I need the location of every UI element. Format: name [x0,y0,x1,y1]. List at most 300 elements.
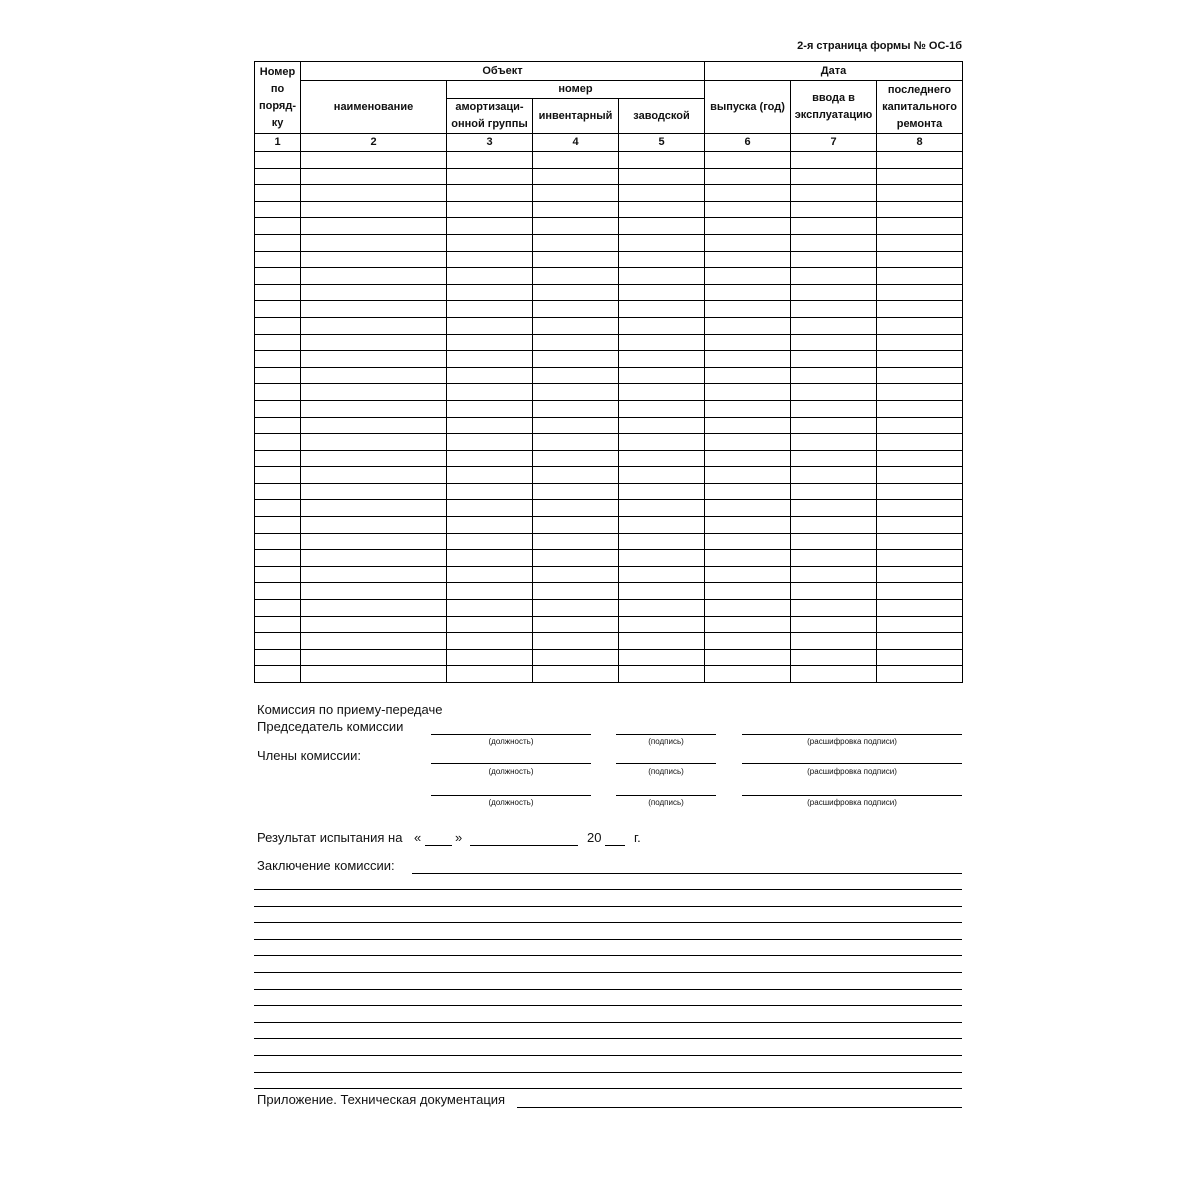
table-cell[interactable] [791,583,877,600]
table-cell[interactable] [301,500,447,517]
result-year-line[interactable] [605,845,625,846]
table-cell[interactable] [255,384,301,401]
table-cell[interactable] [619,649,705,666]
table-cell[interactable] [619,185,705,202]
table-cell[interactable] [255,218,301,235]
table-cell[interactable] [791,218,877,235]
table-cell[interactable] [877,467,963,484]
table-cell[interactable] [705,185,791,202]
conclusion-line[interactable] [254,955,962,956]
table-cell[interactable] [533,334,619,351]
conclusion-line[interactable] [254,1038,962,1039]
table-cell[interactable] [255,517,301,534]
table-cell[interactable] [301,400,447,417]
table-cell[interactable] [533,533,619,550]
conclusion-line[interactable] [254,922,962,923]
member2-position-line[interactable] [431,795,591,796]
table-cell[interactable] [619,201,705,218]
chairman-signature-line[interactable] [616,734,716,735]
table-cell[interactable] [301,152,447,169]
table-cell[interactable] [533,301,619,318]
table-cell[interactable] [791,533,877,550]
table-cell[interactable] [877,500,963,517]
table-cell[interactable] [447,517,533,534]
table-cell[interactable] [447,649,533,666]
table-cell[interactable] [255,367,301,384]
table-cell[interactable] [791,384,877,401]
table-cell[interactable] [533,434,619,451]
table-cell[interactable] [791,649,877,666]
table-cell[interactable] [255,251,301,268]
table-cell[interactable] [877,168,963,185]
table-cell[interactable] [533,550,619,567]
table-cell[interactable] [255,500,301,517]
table-cell[interactable] [255,649,301,666]
table-cell[interactable] [619,234,705,251]
table-cell[interactable] [301,201,447,218]
table-cell[interactable] [705,301,791,318]
table-cell[interactable] [533,201,619,218]
conclusion-line[interactable] [254,1055,962,1056]
table-cell[interactable] [705,152,791,169]
table-cell[interactable] [255,566,301,583]
table-row [255,533,963,550]
conclusion-line[interactable] [254,972,962,973]
table-cell[interactable] [619,367,705,384]
table-row [255,400,963,417]
table-cell[interactable] [791,301,877,318]
table-cell[interactable] [705,417,791,434]
table-cell[interactable] [705,251,791,268]
table-cell[interactable] [533,467,619,484]
table-cell[interactable] [705,533,791,550]
table-cell[interactable] [791,351,877,368]
table-cell[interactable] [447,301,533,318]
table-cell[interactable] [705,666,791,683]
table-cell[interactable] [791,500,877,517]
table-cell[interactable] [301,168,447,185]
table-cell[interactable] [447,600,533,617]
table-cell[interactable] [877,334,963,351]
table-cell[interactable] [301,301,447,318]
table-cell[interactable] [705,550,791,567]
table-cell[interactable] [619,334,705,351]
table-cell[interactable] [619,417,705,434]
table-cell[interactable] [447,483,533,500]
table-cell[interactable] [447,434,533,451]
table-cell[interactable] [447,384,533,401]
table-cell[interactable] [447,616,533,633]
table-cell[interactable] [533,367,619,384]
caption-position: (должность) [488,798,534,807]
table-cell[interactable] [877,234,963,251]
table-row [255,434,963,451]
table-cell[interactable] [301,566,447,583]
table-cell[interactable] [447,400,533,417]
table-cell[interactable] [447,633,533,650]
table-cell[interactable] [447,268,533,285]
table-cell[interactable] [619,533,705,550]
table-row [255,550,963,567]
table-cell[interactable] [705,434,791,451]
table-cell[interactable] [619,566,705,583]
table-cell[interactable] [255,334,301,351]
table-cell[interactable] [619,633,705,650]
table-cell[interactable] [533,517,619,534]
table-cell[interactable] [447,367,533,384]
table-cell[interactable] [447,666,533,683]
table-cell[interactable] [533,351,619,368]
table-cell[interactable] [619,384,705,401]
table-cell[interactable] [877,533,963,550]
member1-position-line[interactable] [431,763,591,764]
table-cell[interactable] [301,550,447,567]
caption-signature: (подпись) [648,737,684,746]
table-cell[interactable] [791,666,877,683]
table-cell[interactable] [705,384,791,401]
table-cell[interactable] [877,400,963,417]
table-cell[interactable] [533,483,619,500]
table-cell[interactable] [705,234,791,251]
table-cell[interactable] [705,168,791,185]
table-cell[interactable] [533,234,619,251]
table-cell[interactable] [619,351,705,368]
table-cell[interactable] [533,600,619,617]
table-cell[interactable] [533,218,619,235]
table-cell[interactable] [447,218,533,235]
table-cell[interactable] [791,185,877,202]
table-cell[interactable] [791,334,877,351]
table-cell[interactable] [705,201,791,218]
table-cell[interactable] [301,218,447,235]
conclusion-line[interactable] [254,1072,962,1073]
table-cell[interactable] [619,583,705,600]
table-cell[interactable] [705,500,791,517]
table-cell[interactable] [447,533,533,550]
table-cell[interactable] [301,633,447,650]
table-cell[interactable] [301,351,447,368]
conclusion-first-line[interactable] [412,873,962,874]
table-cell[interactable] [255,550,301,567]
result-label: Результат испытания на [257,830,403,845]
table-cell[interactable] [301,367,447,384]
caption-signature: (подпись) [648,798,684,807]
table-cell[interactable] [877,201,963,218]
table-cell[interactable] [301,251,447,268]
table-cell[interactable] [791,251,877,268]
table-cell[interactable] [255,483,301,500]
table-cell[interactable] [877,583,963,600]
conclusion-line[interactable] [254,1022,962,1023]
table-cell[interactable] [705,583,791,600]
table-cell[interactable] [791,616,877,633]
table-cell[interactable] [791,201,877,218]
table-cell[interactable] [619,616,705,633]
table-cell[interactable] [301,384,447,401]
table-cell[interactable] [705,649,791,666]
table-cell[interactable] [619,666,705,683]
chairman-decode-line[interactable] [742,734,962,735]
conclusion-line[interactable] [254,939,962,940]
table-cell[interactable] [301,467,447,484]
table-cell[interactable] [619,500,705,517]
table-cell[interactable] [705,317,791,334]
table-cell[interactable] [705,284,791,301]
table-cell[interactable] [877,550,963,567]
table-cell[interactable] [705,218,791,235]
table-cell[interactable] [447,583,533,600]
table-cell[interactable] [301,517,447,534]
table-cell[interactable] [255,234,301,251]
table-cell[interactable] [619,251,705,268]
table-cell[interactable] [877,284,963,301]
table-cell[interactable] [301,666,447,683]
table-cell[interactable] [791,566,877,583]
member1-decode-line[interactable] [742,763,962,764]
table-cell[interactable] [619,301,705,318]
table-cell[interactable] [533,633,619,650]
table-cell[interactable] [447,152,533,169]
table-cell[interactable] [791,467,877,484]
table-cell[interactable] [877,317,963,334]
table-cell[interactable] [619,434,705,451]
table-cell[interactable] [705,268,791,285]
table-cell[interactable] [255,351,301,368]
table-cell[interactable] [255,600,301,617]
column-number: 8 [877,134,963,152]
table-cell[interactable] [255,152,301,169]
table-cell[interactable] [301,434,447,451]
table-cell[interactable] [619,467,705,484]
table-cell[interactable] [533,616,619,633]
caption-position: (должность) [488,767,534,776]
table-cell[interactable] [301,600,447,617]
table-cell[interactable] [619,317,705,334]
table-cell[interactable] [255,450,301,467]
table-cell[interactable] [447,450,533,467]
table-cell[interactable] [533,400,619,417]
table-cell[interactable] [619,284,705,301]
conclusion-line[interactable] [254,1088,962,1089]
table-cell[interactable] [533,268,619,285]
table-cell[interactable] [619,168,705,185]
table-cell[interactable] [255,633,301,650]
table-cell[interactable] [301,334,447,351]
column-number: 5 [619,134,705,152]
table-cell[interactable] [791,168,877,185]
table-cell[interactable] [619,517,705,534]
header-inventory: инвентарный [533,99,619,134]
table-cell[interactable] [877,483,963,500]
table-cell[interactable] [619,550,705,567]
table-cell[interactable] [447,201,533,218]
table-cell[interactable] [255,185,301,202]
table-cell[interactable] [877,434,963,451]
table-cell[interactable] [533,168,619,185]
table-cell[interactable] [877,600,963,617]
member2-signature-line[interactable] [616,795,716,796]
table-cell[interactable] [301,185,447,202]
table-cell[interactable] [791,268,877,285]
table-cell[interactable] [533,583,619,600]
table-cell[interactable] [877,450,963,467]
table-cell[interactable] [877,268,963,285]
member1-signature-line[interactable] [616,763,716,764]
table-cell[interactable] [255,400,301,417]
table-cell[interactable] [619,218,705,235]
table-cell[interactable] [533,284,619,301]
table-cell[interactable] [619,450,705,467]
table-cell[interactable] [877,384,963,401]
appendix-line[interactable] [517,1107,962,1108]
table-cell[interactable] [877,417,963,434]
table-cell[interactable] [301,317,447,334]
table-cell[interactable] [447,417,533,434]
table-cell[interactable] [877,633,963,650]
chairman-position-line[interactable] [431,734,591,735]
conclusion-line[interactable] [254,906,962,907]
table-cell[interactable] [533,450,619,467]
table-cell[interactable] [619,400,705,417]
table-cell[interactable] [255,417,301,434]
table-cell[interactable] [619,268,705,285]
table-cell[interactable] [877,351,963,368]
table-cell[interactable] [705,450,791,467]
table-cell[interactable] [791,633,877,650]
table-cell[interactable] [619,152,705,169]
table-row [255,168,963,185]
table-cell[interactable] [447,251,533,268]
table-cell[interactable] [705,616,791,633]
table-cell[interactable] [619,600,705,617]
table-cell[interactable] [255,168,301,185]
table-cell[interactable] [705,600,791,617]
table-cell[interactable] [791,600,877,617]
table-cell[interactable] [705,517,791,534]
conclusion-line[interactable] [254,1005,962,1006]
table-cell[interactable] [255,666,301,683]
table-cell[interactable] [877,301,963,318]
table-cell[interactable] [791,234,877,251]
table-cell[interactable] [705,483,791,500]
table-cell[interactable] [533,384,619,401]
header-object: Объект [301,62,705,81]
table-cell[interactable] [705,467,791,484]
table-cell[interactable] [255,201,301,218]
table-cell[interactable] [255,317,301,334]
table-cell[interactable] [447,284,533,301]
table-cell[interactable] [447,234,533,251]
table-cell[interactable] [533,417,619,434]
table-cell[interactable] [533,152,619,169]
table-cell[interactable] [791,400,877,417]
table-cell[interactable] [447,550,533,567]
table-cell[interactable] [533,251,619,268]
table-cell[interactable] [447,185,533,202]
result-day-line[interactable] [425,845,452,846]
table-cell[interactable] [301,450,447,467]
table-cell[interactable] [447,168,533,185]
table-cell[interactable] [447,500,533,517]
table-cell[interactable] [301,284,447,301]
member2-decode-line[interactable] [742,795,962,796]
table-cell[interactable] [877,251,963,268]
table-cell[interactable] [447,467,533,484]
table-cell[interactable] [447,351,533,368]
table-cell[interactable] [705,400,791,417]
table-cell[interactable] [255,434,301,451]
table-cell[interactable] [533,500,619,517]
table-cell[interactable] [877,185,963,202]
table-cell[interactable] [791,550,877,567]
table-cell[interactable] [877,666,963,683]
table-cell[interactable] [301,649,447,666]
table-cell[interactable] [791,367,877,384]
table-cell[interactable] [533,185,619,202]
conclusion-line[interactable] [254,989,962,990]
table-cell[interactable] [447,317,533,334]
table-cell[interactable] [533,566,619,583]
result-month-line[interactable] [470,845,578,846]
table-cell[interactable] [877,616,963,633]
table-cell[interactable] [301,483,447,500]
table-cell[interactable] [255,533,301,550]
table-cell[interactable] [301,234,447,251]
table-cell[interactable] [255,268,301,285]
table-cell[interactable] [301,583,447,600]
table-cell[interactable] [255,616,301,633]
table-cell[interactable] [301,533,447,550]
members-label: Члены комиссии: [257,748,362,763]
table-cell[interactable] [791,417,877,434]
table-cell[interactable] [877,566,963,583]
table-cell[interactable] [619,483,705,500]
table-cell[interactable] [705,367,791,384]
table-cell[interactable] [255,301,301,318]
table-cell[interactable] [877,649,963,666]
table-cell[interactable] [447,566,533,583]
table-cell[interactable] [877,152,963,169]
table-cell[interactable] [705,334,791,351]
table-cell[interactable] [255,284,301,301]
table-cell[interactable] [791,152,877,169]
table-cell[interactable] [705,566,791,583]
table-cell[interactable] [791,517,877,534]
table-cell[interactable] [791,284,877,301]
table-cell[interactable] [255,583,301,600]
table-cell[interactable] [791,317,877,334]
table-cell[interactable] [705,351,791,368]
table-cell[interactable] [877,517,963,534]
table-row [255,517,963,534]
table-cell[interactable] [877,218,963,235]
table-cell[interactable] [533,649,619,666]
table-row [255,301,963,318]
table-cell[interactable] [447,334,533,351]
table-cell[interactable] [791,483,877,500]
table-cell[interactable] [791,434,877,451]
table-cell[interactable] [301,616,447,633]
table-cell[interactable] [301,268,447,285]
table-cell[interactable] [301,417,447,434]
table-cell[interactable] [533,666,619,683]
table-cell[interactable] [791,450,877,467]
conclusion-line[interactable] [254,889,962,890]
table-cell[interactable] [255,467,301,484]
table-cell[interactable] [877,367,963,384]
table-cell[interactable] [705,633,791,650]
table-cell[interactable] [533,317,619,334]
